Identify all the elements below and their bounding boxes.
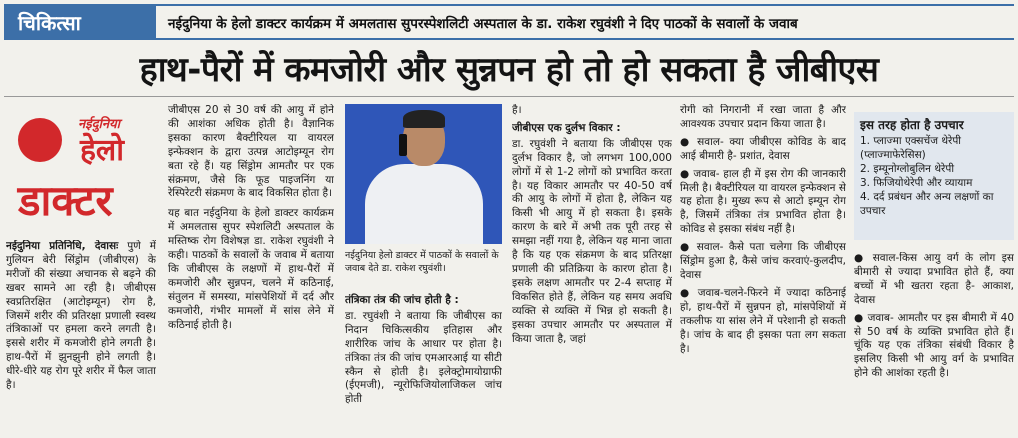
column-2 <box>168 104 334 420</box>
header-strip: नईदुनिया के हेलो डाक्टर कार्यक्रम में अमलतास सुपरस्पेशलिटी अस्पताल के डा. राकेश रघुवंशी ने दिए पाठकों के सवालों के जवाब <box>156 4 1014 40</box>
col5-text: रोगी को निगरानी में रखा जाता है और आवश्यक उपचार प्रदान किया जाता है। <box>680 104 846 130</box>
photo-caption: नईदुनिया हेलो डाक्टर में पाठकों के सवालों के जवाब देते डा. राकेश रघुवंशी। <box>345 250 499 274</box>
treatment-item: 2. इम्यूनोग्लोबुलिन थेरेपी <box>860 163 955 175</box>
column-3 <box>345 290 502 420</box>
headline: हाथ-पैरों में कमजोरी और सुन्नपन हो तो हो सकता है जीबीएस <box>139 50 879 90</box>
qa-item: ● जवाब- आमतौर पर इस बीमारी में 40 से 50 वर्ष के व्यक्ति प्रभावित होते हैं। चूंकि यह एक तंत्रिका संबंधी विकार है इसलिए किसी भी आयु वर्ग के प्रभावित होने की आशंका रहती है। <box>854 311 1014 380</box>
qa-item: ● सवाल- कैसे पता चलेगा कि जीबीएस सिंड्रोम हुआ है, कैसे जांच करवाएं-कुलदीप, देवास <box>680 241 846 281</box>
logo-brand: नईदुनिया <box>78 117 120 132</box>
treatment-box <box>854 112 1014 240</box>
section-tag: चिकित्सा <box>4 4 156 40</box>
doctor-icon <box>18 118 62 162</box>
qa-item: ● सवाल-किस आयु वर्ग के लोग इस बीमारी से ज्यादा प्रभावित होते हैं, क्या बच्चों में भी खतरा रहता है- आकाश, देवास <box>854 252 1014 306</box>
col1-text: पुणे में गुलियन बेरी सिंड्रोम (जीबीएस) के मरीजों की संख्या अचानक से बढ़ने की खबर सामने आ रही है। जीबीएस स्वप्रतिरक्षित (आटोइम्यून) रोग है, जिसमें शरीर की प्रतिरक्षा प्रणाली स्वस्थ तंत्रिकाओं पर हमला करने लगती है। इससे शरीर में कमजोरी होने लगती है। हाथ-पैरों में झुनझुनी होने लगती है। धीरे-धीरे यह रोग पूरे शरीर में फैल जाता है। <box>6 240 156 392</box>
column-4 <box>512 104 672 420</box>
col4-heading: जीबीएस एक दुर्लभ विकार : <box>512 121 621 134</box>
col2-para-1: जीबीएस 20 से 30 वर्ष की आयु में होने की आशंका अधिक होती है। वैज्ञानिक इसका कारण बैक्टीरियल या वायरल इन्फेक्शन के द्वारा उत्पन्न आटोइम्यून रोग बता रहे हैं। यह सिंड्रोम आमतौर पर एक संक्रमण, जैसे कि फूड पाइजनिंग या रेस्पिरेटरी संक्रमण के बाद विकसित होता है। <box>168 104 334 200</box>
treatment-title: इस तरह होता है उपचार <box>860 118 964 132</box>
phone-icon <box>399 134 407 156</box>
treatment-item: 1. प्लाज्मा एक्सचेंज थेरेपी (प्लाज्माफेरेसिस) <box>860 135 962 161</box>
qa-item: ● जवाब- हाल ही में इस रोग की जानकारी मिली है। बैक्टीरियल या वायरल इन्फेक्शन से यह होता है। मुख्य रूप से आटो इम्यून रोग है, जिसमें तंत्रिका तंत्र प्रभावित होता है। कोविड से इसका संबंध नहीं है। <box>680 167 846 236</box>
doctor-photo <box>345 104 502 244</box>
qa-item: ● सवाल- क्या जीबीएस कोविड के बाद आई बीमारी है- प्रशांत, देवास <box>680 135 846 162</box>
divider <box>4 96 1014 97</box>
col4-top: है। <box>512 104 522 116</box>
photo-shirt <box>365 164 483 244</box>
col2-para-2: यह बात नईदुनिया के हेलो डाक्टर कार्यक्रम में अमलतास सुपर स्पेशलिटी अस्पताल के मस्तिष्क रोग विशेषज्ञ डा. राकेश रघुवंशी ने कही। पाठकों के सवालों के जवाब में बताया कि जीबीएस के लक्षणों में हाथ-पैरों में कमजोरी और सुन्नपन, चलने में कठिनाई, संतुलन में समस्या, मांसपेशियों में दर्द और कमजोरी, गंभीर मामलों में सांस लेने में कठिनाई होती है। <box>168 207 334 331</box>
logo-word-doctor: डाक्टर <box>18 176 113 225</box>
photo-hair <box>403 110 445 128</box>
column-1 <box>6 240 156 420</box>
col3-text: डा. रघुवंशी ने बताया कि जीबीएस का निदान चिकित्सकीय इतिहास और शारीरिक जांच के आधार पर होता है। तंत्रिका तंत्र की जांच एमआरआई या सीटी स्कैन से होती है। इलेक्ट्रोमायोग्राफी (ईएमजी), न्यूरोफिजियोलाजिकल जांच होती <box>345 309 502 406</box>
treatment-item: 4. दर्द प्रबंधन और अन्य लक्षणों का उपचार <box>860 191 994 217</box>
col3-heading: तंत्रिका तंत्र की जांच होती है : <box>345 294 459 306</box>
qa-item: ● जवाब-चलने-फिरने में ज्यादा कठिनाई हो, हाथ-पैरों में सुन्नपन हो, मांसपेशियों में तकलीफ या सांस लेने में परेशानी हो सकती है। जांच के बाद ही इसका पता लग सकता है। <box>680 286 846 355</box>
logo-word-hello: हेलो <box>80 133 125 168</box>
column-6 <box>854 252 1014 420</box>
dateline: नईदुनिया प्रतिनिधि, देवासः <box>6 240 119 252</box>
hello-doctor-logo <box>6 104 156 232</box>
column-5 <box>680 104 846 420</box>
col4-text: डा. रघुवंशी ने बताया कि जीबीएस एक दुर्लभ विकार है, जो लगभग 100,000 लोगों में से 1-2 लोगों को प्रभावित करता है। यह विकार आमतौर पर 40-50 वर्ष की आयु के लोगों में होता है, लेकिन यह किसी भी आयु में हो सकता है। इसके कारण के बारे में अभी तक पूरी तरह से समझा नहीं गया है, लेकिन यह माना जाता है कि यह एक संक्रमण के बाद प्रतिरक्षा प्रणाली की प्रतिक्रिया के कारण होता है। इसके लक्षण आमतौर पर 2-4 सप्ताह में विकसित होते हैं, लेकिन यह समय अवधि व्यक्ति से व्यक्ति में भिन्न हो सकती है। इसका उपचार आमतौर पर अस्पताल में किया जाता है, जहां <box>512 137 672 345</box>
treatment-item: 3. फिजियोथेरेपी और व्यायाम <box>860 177 973 189</box>
